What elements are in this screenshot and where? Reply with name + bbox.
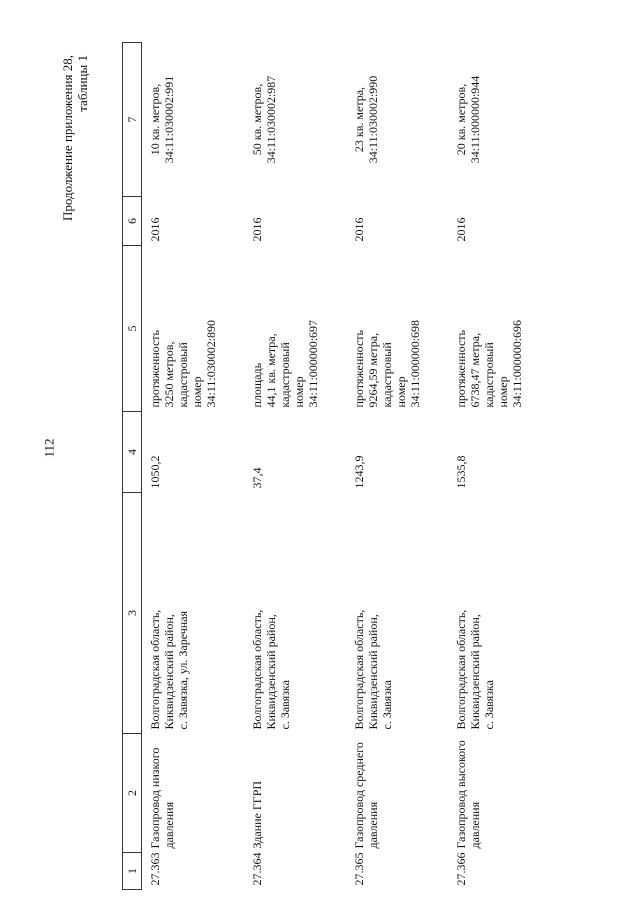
column-header: 5 [123, 246, 142, 412]
table-row [448, 43, 550, 890]
object-year: 2016 [250, 217, 264, 242]
object-year: 2016 [352, 217, 366, 242]
object-characteristics: протяженность 3250 метров, кадастровый номер 34:11:030002:890 [148, 319, 218, 408]
object-name: Газопровод низкого давления [148, 747, 176, 849]
row-number: 27.363 [148, 852, 162, 886]
row-number: 27.366 [454, 852, 468, 886]
column-header: 2 [123, 734, 142, 853]
table-row [346, 43, 448, 890]
object-name: Газопровод среднего давления [352, 742, 380, 849]
land-plot: 50 кв. метров, 34:11:030002:987 [250, 75, 278, 164]
object-address: Волгоградская область, Киквидзенский район, с. Завязка [352, 609, 394, 730]
object-value: 1535,8 [454, 455, 468, 489]
column-header: 4 [123, 412, 142, 493]
object-characteristics: площадь 44,1 кв. метра, кадастровый номер 34:11:000000:697 [250, 319, 320, 408]
object-year: 2016 [148, 217, 162, 242]
table-row [142, 43, 245, 890]
object-characteristics: протяженность 6738,47 метра, кадастровый номер 34:11:000000:696 [454, 319, 524, 408]
land-plot: 23 кв. метра, 34:11:030002:990 [352, 75, 380, 164]
row-number: 27.365 [352, 852, 366, 886]
object-value: 1050,2 [148, 455, 162, 489]
column-number-row [123, 43, 142, 890]
column-header: 1 [123, 853, 142, 890]
column-header: 6 [123, 197, 142, 246]
table-row [244, 43, 346, 890]
land-plot: 20 кв. метров, 34:11:000000:944 [454, 75, 482, 164]
object-value: 1243,9 [352, 455, 366, 489]
object-characteristics: протяженность 9264,59 метра, кадастровый номер 34:11:000000:698 [352, 319, 422, 408]
object-address: Волгоградская область, Киквидзенский район, с. Завязка, ул. Заречная [148, 609, 190, 730]
object-value: 37,4 [250, 467, 264, 489]
rotated-page-content [60, 50, 640, 890]
column-header: 3 [123, 493, 142, 734]
row-number: 27.364 [250, 852, 264, 886]
page-number: 112 [41, 438, 57, 458]
object-address: Волгоградская область, Киквидзенский район, с. Завязка [250, 609, 292, 730]
object-name: Газопровод высокого давления [454, 740, 482, 849]
table-caption: Продолжение приложения 28, таблицы 1 [60, 55, 90, 222]
land-plot: 10 кв. метров, 34:11:030002:991 [148, 75, 176, 164]
column-header: 7 [123, 43, 142, 197]
object-address: Волгоградская область, Киквидзенский район, с. Завязка [454, 609, 496, 730]
object-name: Здание ГГРП [250, 780, 264, 849]
object-year: 2016 [454, 217, 468, 242]
property-table [122, 42, 550, 890]
